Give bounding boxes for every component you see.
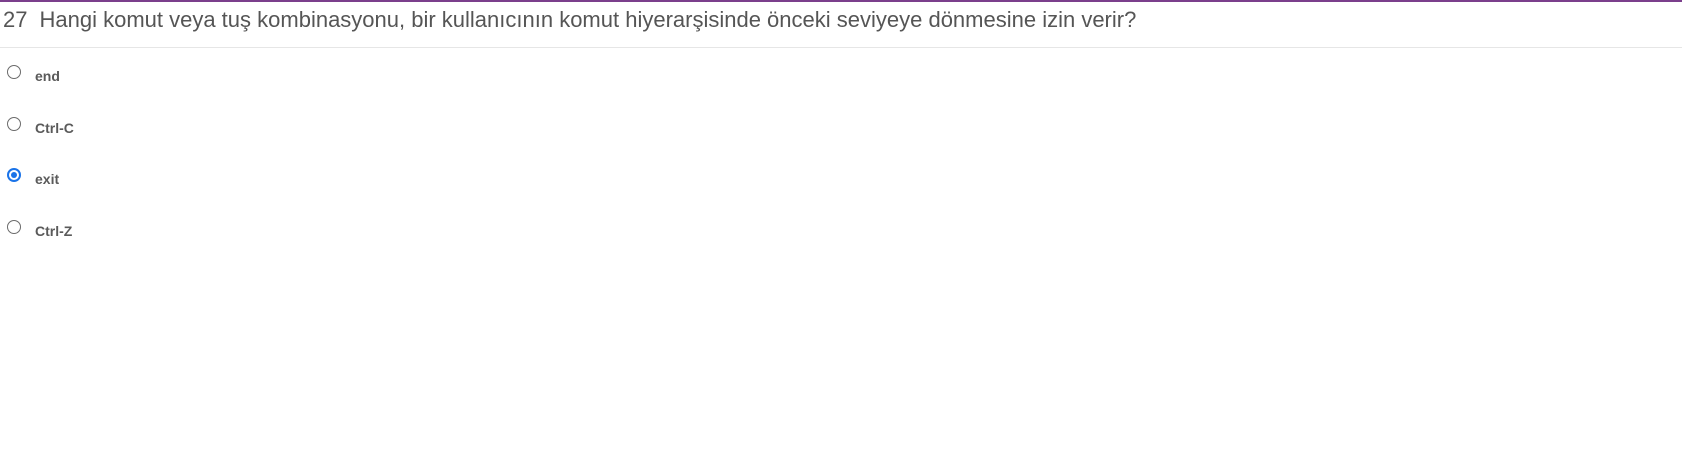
answer-option-exit[interactable] (0, 163, 300, 193)
answer-label[interactable]: Ctrl-Z (35, 223, 73, 239)
answer-label[interactable]: exit (35, 171, 60, 187)
answer-option-ctrl-c[interactable] (0, 112, 300, 142)
question-header (0, 2, 1682, 48)
question-number: 27 (3, 7, 28, 32)
radio-button[interactable] (7, 117, 21, 131)
answer-option-end[interactable] (0, 60, 300, 90)
radio-button-selected[interactable] (7, 168, 21, 182)
answer-label[interactable]: Ctrl-C (35, 120, 74, 136)
answer-option-ctrl-z[interactable] (0, 215, 300, 245)
question-text: Hangi komut veya tuş kombinasyonu, bir kullanıcının komut hiyerarşisinde önceki seviyeye dönmesine izin verir? (39, 7, 1137, 32)
radio-button[interactable] (7, 65, 21, 79)
radio-button[interactable] (7, 220, 21, 234)
question-text-row (3, 6, 1136, 34)
answer-label[interactable]: end (35, 68, 60, 84)
